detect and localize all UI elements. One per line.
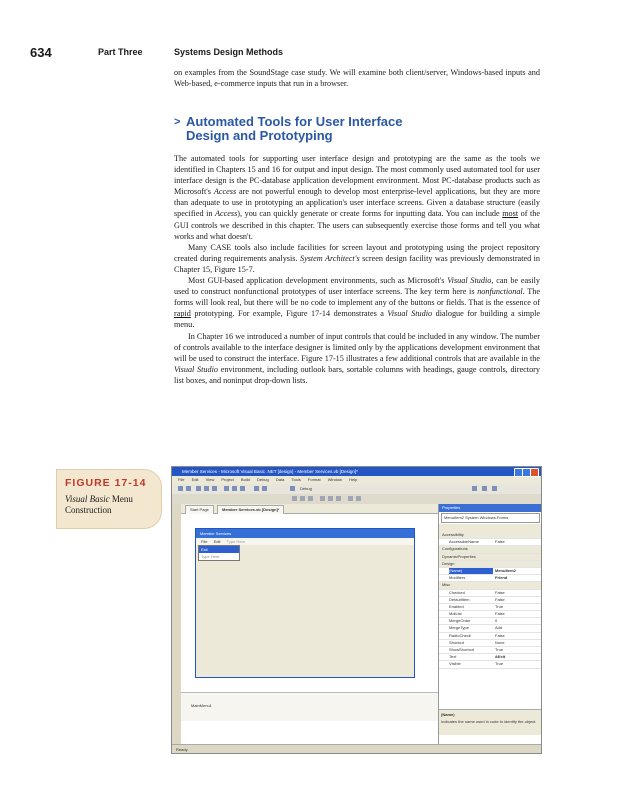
property-row[interactable]: Enabled True bbox=[439, 604, 542, 611]
property-row[interactable]: DefaultItem False bbox=[439, 597, 542, 604]
menu-build[interactable]: Build bbox=[240, 477, 250, 482]
property-description bbox=[439, 709, 542, 735]
paragraph-2: Many CASE tools also include facilities for screen layout and prototyping using the project repository created during requirements analysis. System Architect's screen design facility was previously demonstrated in Chapter 15, Figure 15-7. bbox=[174, 242, 541, 274]
menu-debug[interactable]: Debug bbox=[256, 477, 269, 482]
running-header bbox=[30, 45, 284, 60]
tab-start-page[interactable]: Start Page bbox=[185, 505, 214, 514]
vs-screenshot bbox=[171, 466, 542, 754]
properties-title: Properties bbox=[439, 504, 542, 512]
menu-file[interactable]: File bbox=[178, 477, 185, 482]
heading-line-2: Design and Prototyping bbox=[186, 128, 333, 143]
property-row[interactable]: DynamicProperties bbox=[439, 554, 542, 561]
properties-panel bbox=[438, 504, 542, 744]
figure-caption bbox=[56, 469, 162, 529]
menu-item-type-here[interactable]: Type Here bbox=[201, 554, 220, 559]
cut-icon[interactable] bbox=[224, 486, 229, 491]
description-title: (Name) bbox=[441, 712, 455, 717]
form-menu-file[interactable]: File bbox=[201, 539, 208, 544]
property-row[interactable]: Text &Exit bbox=[439, 654, 542, 661]
properties-toolbar[interactable] bbox=[439, 524, 542, 532]
redo-icon[interactable] bbox=[262, 486, 267, 491]
property-row[interactable]: Checked False bbox=[439, 590, 542, 597]
align-center-icon[interactable] bbox=[300, 496, 305, 501]
status-bar bbox=[172, 744, 541, 754]
tab-designer[interactable]: Member Services.vb [Design]* bbox=[217, 505, 284, 514]
form-dropdown bbox=[198, 545, 240, 561]
menu-window[interactable]: Window bbox=[327, 477, 342, 482]
config-dropdown[interactable]: Debug bbox=[300, 486, 312, 491]
property-row[interactable]: RadioCheck False bbox=[439, 633, 542, 640]
new-project-icon[interactable] bbox=[178, 486, 183, 491]
heading-line-1: Automated Tools for User Interface bbox=[186, 114, 403, 129]
screenshot-title: Member Services - Microsoft Visual Basic .NET [design] - Member Services.vb [Design]* bbox=[182, 469, 358, 474]
paragraph-1: The automated tools for supporting user interface design and prototyping are the same as the tools we identified in Chapters 15 and 16 for output and input design. The most commonly used automated tool for user interface design is the PC-database application development environment. Most PC-database products such as Microsoft's Access are not powerful enough to develop most enterprise-level applications, but they are more than adequate to use in prototyping an application's user interface screens. Given a database structure (easily specified in Access), you can quickly generate or create forms for inputting data. You can include most of the GUI controls we described in this chapter. The users can subsequently exercise those forms and tell you what works and what doesn't. bbox=[174, 154, 541, 241]
paragraph-3: Most GUI-based application development environments, such as Microsoft's Visual Studio, can be easily used to construct nonfunctional prototypes of user interface screens. The key term here is nonfunctional. The forms will look real, but there will be no code to implement any of the buttons or fields. That is the essence of rapid prototyping. For example, Figure 17-14 demonstrates a Visual Studio dialogue for building a simple menu. bbox=[174, 276, 541, 330]
designer-area bbox=[181, 504, 438, 744]
menu-edit[interactable]: Edit bbox=[191, 477, 199, 482]
menu-data[interactable]: Data bbox=[275, 477, 285, 482]
document-tabs bbox=[181, 504, 438, 514]
start-icon[interactable] bbox=[290, 486, 295, 491]
paste-icon[interactable] bbox=[240, 486, 245, 491]
screenshot-title-bar bbox=[172, 467, 541, 476]
copy-icon[interactable] bbox=[232, 486, 237, 491]
section-heading bbox=[174, 115, 494, 143]
open-icon[interactable] bbox=[196, 486, 201, 491]
property-row[interactable]: MergeOrder 0 bbox=[439, 618, 542, 625]
section-label: Systems Design Methods bbox=[174, 47, 284, 57]
property-row[interactable]: Accessibility bbox=[439, 532, 542, 539]
intro-paragraph: on examples from the SoundStage case study. We will examine both client/server, Windows-based inputs and Web-based, e-commerce inputs that run in a browser. bbox=[174, 68, 540, 89]
menu-view[interactable]: View bbox=[205, 477, 215, 482]
part-label: Part Three bbox=[98, 47, 143, 57]
same-size-icon[interactable] bbox=[348, 496, 353, 501]
property-row[interactable]: (Name) MenuItem2 bbox=[439, 568, 542, 575]
figure-number: FIGURE 17-14 bbox=[65, 477, 147, 489]
property-row[interactable]: ShowShortcut True bbox=[439, 647, 542, 654]
align-bottom-icon[interactable] bbox=[336, 496, 341, 501]
form-title: Member Services bbox=[200, 531, 232, 536]
form-menustrip bbox=[196, 538, 414, 545]
menu-project[interactable]: Project bbox=[221, 477, 234, 482]
align-top-icon[interactable] bbox=[320, 496, 325, 501]
page-number: 634 bbox=[30, 45, 52, 60]
property-row[interactable]: Misc bbox=[439, 582, 542, 589]
paragraph-4: In Chapter 16 we introduced a number of input controls that could be included in any window. The number of controls available to the interface designer is limited only by the applications development environment that will be used to construct the interface. Figure 17-15 illustrates a few additional controls that are available in the Visual Studio environment, including outlook bars, sortable columns with headings, gauge controls, directory list boxes, and noninput drop-down lists. bbox=[174, 331, 540, 385]
property-row[interactable]: Modifiers Friend bbox=[439, 575, 542, 582]
toolbox-icon[interactable] bbox=[492, 486, 497, 491]
align-left-icon[interactable] bbox=[292, 496, 297, 501]
align-right-icon[interactable] bbox=[308, 496, 313, 501]
save-icon[interactable] bbox=[204, 486, 209, 491]
property-row[interactable]: Shortcut None bbox=[439, 640, 542, 647]
menu-item-exit[interactable]: Exit bbox=[199, 546, 239, 553]
object-selector[interactable]: MenuItem2 System.Windows.Forms bbox=[441, 513, 540, 523]
save-all-icon[interactable] bbox=[212, 486, 217, 491]
form-menu-edit[interactable]: Edit bbox=[213, 539, 221, 544]
align-middle-icon[interactable] bbox=[328, 496, 333, 501]
menu-tools[interactable]: Tools bbox=[291, 477, 301, 482]
property-row[interactable]: Design bbox=[439, 561, 542, 568]
property-row[interactable]: AccessibleName False bbox=[439, 539, 542, 546]
properties-window-icon[interactable] bbox=[482, 486, 487, 491]
status-text: Ready bbox=[176, 747, 188, 752]
property-row[interactable]: Configurations bbox=[439, 546, 542, 553]
designed-form[interactable] bbox=[195, 528, 415, 678]
main-text bbox=[174, 153, 540, 386]
heading-arrow-icon: > bbox=[174, 116, 181, 128]
solution-explorer-icon[interactable] bbox=[472, 486, 477, 491]
menu-help[interactable]: Help bbox=[349, 477, 358, 482]
component-tray bbox=[181, 692, 438, 721]
size-to-grid-icon[interactable] bbox=[356, 496, 361, 501]
menu-format[interactable]: Format bbox=[307, 477, 321, 482]
mainmenu-component[interactable]: MainMenu1 bbox=[191, 703, 212, 708]
add-item-icon[interactable] bbox=[186, 486, 191, 491]
form-menu-type-here[interactable]: Type Here bbox=[226, 539, 246, 544]
form-title-bar bbox=[196, 529, 414, 538]
property-grid bbox=[439, 532, 542, 669]
property-row[interactable]: Visible True bbox=[439, 661, 542, 668]
property-row[interactable]: MergeType Add bbox=[439, 625, 542, 632]
description-text: Indicates the name used in code to identify the object. bbox=[441, 719, 537, 724]
undo-icon[interactable] bbox=[254, 486, 259, 491]
property-row[interactable]: MdiList False bbox=[439, 611, 542, 618]
ide-menubar bbox=[172, 476, 541, 484]
figure-description: Visual Basic Menu Construction bbox=[65, 494, 133, 515]
